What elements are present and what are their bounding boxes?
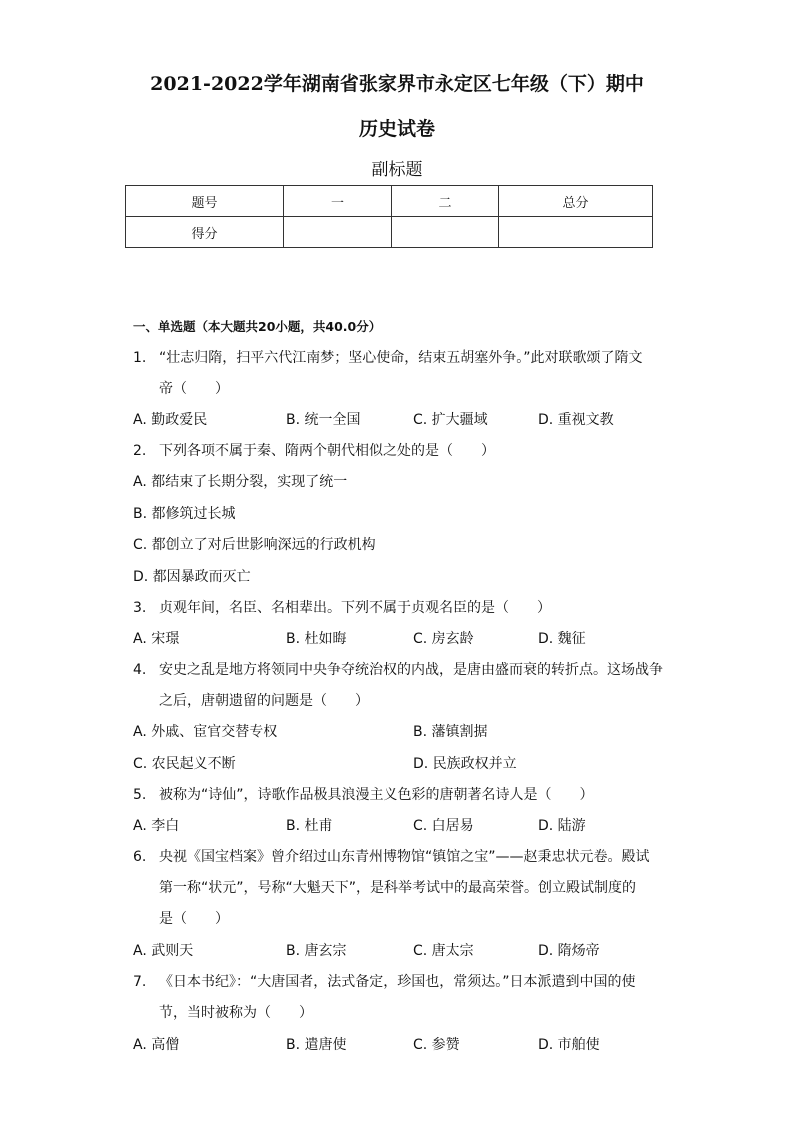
option-b[interactable]: B. 都修筑过长城 — [133, 506, 236, 522]
option-a[interactable]: A. 武则天 — [133, 943, 194, 959]
score-table — [125, 185, 653, 248]
option-d[interactable]: D. 隋炀帝 — [538, 943, 600, 959]
question-text: 下列各项不属于秦、隋两个朝代相似之处的是（ ） — [159, 443, 495, 459]
question-text: 贞观年间，名臣、名相辈出。下列不属于贞观名臣的是（ ） — [159, 600, 551, 616]
option-d[interactable]: D. 民族政权并立 — [413, 756, 517, 772]
question-number: 6. — [133, 849, 147, 865]
option-b[interactable]: B. 统一全国 — [286, 412, 361, 428]
option-a[interactable]: A. 高僧 — [133, 1037, 180, 1053]
question-text: 节，当时被称为（ ） — [159, 1005, 313, 1021]
question-text: 是（ ） — [159, 911, 229, 927]
option-a[interactable]: A. 宋璟 — [133, 631, 180, 647]
option-c[interactable]: C. 农民起义不断 — [133, 756, 236, 772]
score-table-header-row — [126, 186, 653, 217]
option-a[interactable]: A. 李白 — [133, 818, 180, 834]
options-row — [133, 936, 673, 967]
question-text: 安史之乱是地方将领同中央争夺统治权的内战，是唐由盛而衰的转折点。这场战争 — [159, 662, 663, 678]
option-b[interactable]: B. 藩镇割据 — [413, 724, 488, 740]
option-c[interactable]: C. 房玄龄 — [413, 631, 474, 647]
options-row — [133, 1030, 673, 1061]
question-2 — [133, 436, 663, 467]
score-cell: 总分 — [499, 186, 653, 217]
question-text: 帝（ ） — [159, 381, 229, 397]
option-d[interactable]: D. 重视文教 — [538, 412, 614, 428]
exam-title-line1: 2021-2022学年湖南省张家界市永定区七年级（下）期中 — [150, 73, 644, 95]
option-b[interactable]: B. 遣唐使 — [286, 1037, 347, 1053]
options-row — [133, 624, 673, 655]
options-row — [133, 562, 673, 593]
option-d[interactable]: D. 市舶使 — [538, 1037, 600, 1053]
question-3 — [133, 593, 663, 624]
question-number: 7. — [133, 974, 147, 990]
question-number: 4. — [133, 662, 147, 678]
options-row — [133, 811, 673, 842]
options-row — [133, 530, 673, 561]
option-c[interactable]: C. 扩大疆域 — [413, 412, 488, 428]
section-heading: 一、单选题（本大题共20小题，共40.0分） — [133, 319, 382, 334]
option-d[interactable]: D. 都因暴政而灭亡 — [133, 569, 251, 585]
score-cell — [284, 217, 392, 248]
option-c[interactable]: C. 都创立了对后世影响深远的行政机构 — [133, 537, 376, 553]
option-d[interactable]: D. 魏征 — [538, 631, 586, 647]
question-1 — [133, 343, 663, 405]
question-text: 《日本书纪》：“大唐国者，法式备定，珍国也，常须达。”日本派遣到中国的使 — [159, 974, 636, 990]
score-cell — [499, 217, 653, 248]
score-cell: 得分 — [126, 217, 284, 248]
question-7 — [133, 967, 663, 1029]
option-c[interactable]: C. 唐太宗 — [413, 943, 474, 959]
options-row — [133, 467, 673, 498]
option-a[interactable]: A. 都结束了长期分裂，实现了统一 — [133, 474, 348, 490]
option-a[interactable]: A. 勤政爱民 — [133, 412, 208, 428]
option-d[interactable]: D. 陆游 — [538, 818, 586, 834]
question-text: “壮志归隋，扫平六代江南梦；坚心使命，结束五胡塞外争。”此对联歌颂了隋文 — [159, 350, 643, 366]
score-cell: 一 — [284, 186, 392, 217]
option-b[interactable]: B. 杜甫 — [286, 818, 333, 834]
option-a[interactable]: A. 外戚、宦官交替专权 — [133, 724, 278, 740]
score-table-score-row — [126, 217, 653, 248]
question-number: 5. — [133, 787, 147, 803]
question-number: 2. — [133, 443, 147, 459]
exam-title-line2: 历史试卷 — [358, 118, 435, 140]
question-text: 被称为“诗仙”，诗歌作品极具浪漫主义色彩的唐朝著名诗人是（ ） — [159, 787, 594, 803]
option-b[interactable]: B. 杜如晦 — [286, 631, 347, 647]
option-c[interactable]: C. 参赞 — [413, 1037, 460, 1053]
options-row — [133, 717, 673, 748]
question-4 — [133, 655, 663, 717]
options-row — [133, 499, 673, 530]
score-cell — [392, 217, 499, 248]
question-5 — [133, 780, 663, 811]
option-c[interactable]: C. 白居易 — [413, 818, 474, 834]
question-number: 1. — [133, 350, 147, 366]
score-cell: 二 — [392, 186, 499, 217]
options-row — [133, 405, 673, 436]
question-text: 第一称“状元”，号称“大魁天下”，是科举考试中的最高荣誉。创立殿试制度的 — [159, 880, 637, 896]
question-text: 之后，唐朝遗留的问题是（ ） — [159, 693, 369, 709]
question-number: 3. — [133, 600, 147, 616]
question-6 — [133, 842, 663, 935]
score-cell: 题号 — [126, 186, 284, 217]
option-b[interactable]: B. 唐玄宗 — [286, 943, 347, 959]
subtitle: 副标题 — [371, 160, 423, 180]
question-text: 央视《国宝档案》曾介绍过山东青州博物馆“镇馆之宝”——赵秉忠状元卷。殿试 — [159, 849, 650, 865]
options-row — [133, 749, 673, 780]
